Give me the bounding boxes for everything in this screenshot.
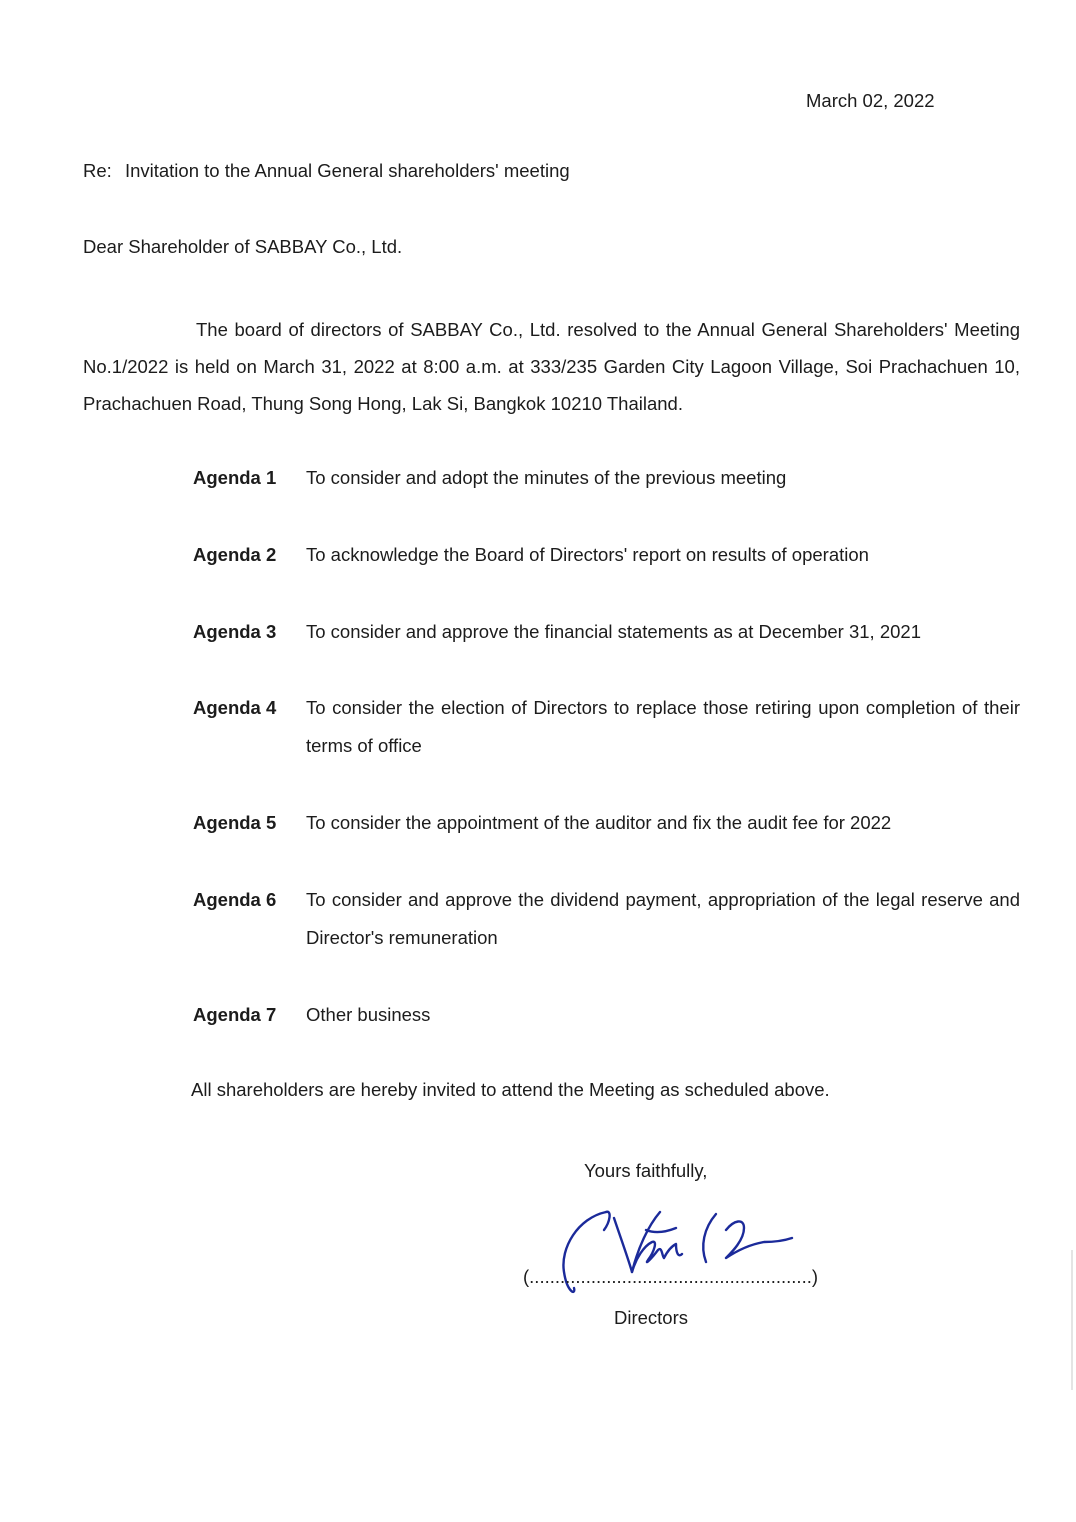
agenda-label: Agenda 3: [193, 621, 277, 642]
agenda-text: To consider and adopt the minutes of the previous meeting: [306, 467, 787, 488]
agenda-label: Agenda 5: [193, 812, 277, 833]
letter-date: March 02, 2022: [806, 90, 935, 111]
closing-sentence: All shareholders are hereby invited to attend the Meeting as scheduled above.: [191, 1079, 830, 1100]
subject-line: [83, 160, 570, 182]
complimentary-close: Yours faithfully,: [584, 1160, 708, 1181]
agenda-label: Agenda 6: [193, 889, 277, 910]
agenda-item: [193, 804, 1020, 842]
agenda-text: To consider the election of Directors to replace those retiring upon completion of their terms of office: [306, 697, 1020, 756]
signatory-role: Directors: [614, 1307, 689, 1328]
agenda-item: [193, 536, 1020, 574]
agenda-label: Agenda 4: [193, 697, 277, 718]
handwritten-signature: [548, 1200, 808, 1310]
signature-line: (.......................................................): [523, 1266, 819, 1287]
agenda-item: [193, 613, 1020, 651]
agenda-label: Agenda 1: [193, 467, 277, 488]
agenda-label: Agenda 2: [193, 544, 277, 565]
subject-prefix: Re:: [83, 160, 112, 181]
body-paragraph: The board of directors of SABBAY Co., Ltd. resolved to the Annual General Shareholders' Meeting No.1/2022 is held on March 31, 2022 at 8:00 a.m. at 333/235 Garden City Lagoon Village, Soi Prachachuen 10, Prachachuen Road, Thung Song Hong, Lak Si, Bangkok 10210 Thailand.: [83, 319, 1020, 414]
agenda-label: Agenda 7: [193, 1004, 277, 1025]
agenda-item: [193, 996, 1020, 1034]
subject-text: Invitation to the Annual General shareholders' meeting: [124, 160, 570, 181]
agenda-text: To consider and approve the financial statements as at December 31, 2021: [306, 621, 921, 642]
agenda-text: To consider the appointment of the auditor and fix the audit fee for 2022: [306, 812, 892, 833]
agenda-text: To acknowledge the Board of Directors' report on results of operation: [306, 544, 869, 565]
salutation: Dear Shareholder of SABBAY Co., Ltd.: [83, 236, 403, 257]
agenda-item: [193, 459, 1020, 497]
agenda-item: [193, 881, 1020, 957]
agenda-text: Other business: [306, 1004, 431, 1025]
agenda-text: To consider and approve the dividend payment, appropriation of the legal reserve and Director's remuneration: [306, 889, 1020, 948]
scan-edge-mark: [1071, 1250, 1073, 1390]
agenda-item: [193, 689, 1020, 765]
